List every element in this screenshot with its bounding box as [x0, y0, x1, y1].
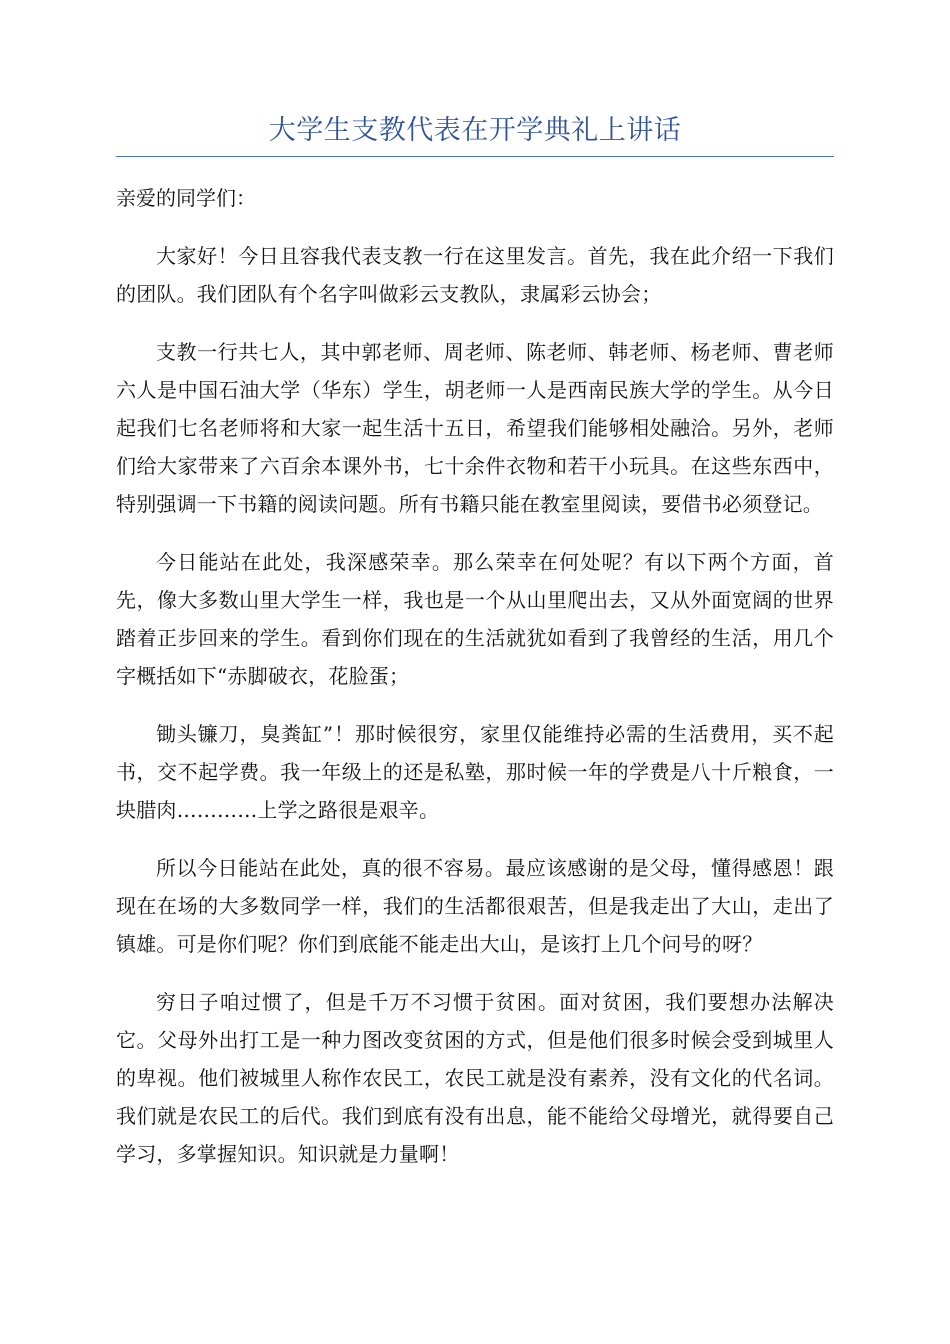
paragraph-5: 所以今日能站在此处，真的很不容易。最应该感谢的是父母，懂得感恩！跟现在在场的大多数同学一样，我们的生活都很艰苦，但是我走出了大山，走出了镇雄。可是你们呢？你们到底能不能走出大山，是该打上几个问号的呀？ — [116, 856, 834, 956]
salutation: 亲爱的同学们： — [116, 186, 256, 210]
document-title: 大学生支教代表在开学典礼上讲话 — [268, 115, 682, 146]
paragraph-3: 今日能站在此处，我深感荣幸。那么荣幸在何处呢？有以下两个方面，首先，像大多数山里大学生一样，我也是一个从山里爬出去，又从外面宽阔的世界踏着正步回来的学生。看到你们现在的生活就犹如看到了我曾经的生活，用几个字概括如下“赤脚破衣，花脸蛋； — [116, 550, 834, 688]
paragraph-6: 穷日子咱过惯了，但是千万不习惯于贫困。面对贫困，我们要想办法解决它。父母外出打工是一种力图改变贫困的方式，但是他们很多时候会受到城里人的卑视。他们被城里人称作农民工，农民工就是没有素养，没有文化的代名词。我们就是农民工的后代。我们到底有没有出息，能不能给父母增光，就得要自己学习，多掌握知识。知识就是力量啊！ — [116, 990, 834, 1166]
title-underline — [116, 156, 834, 157]
paragraph-2: 支教一行共七人，其中郭老师、周老师、陈老师、韩老师、杨老师、曹老师六人是中国石油大学（华东）学生，胡老师一人是西南民族大学的学生。从今日起我们七名老师将和大家一起生活十五日，希望我们能够相处融洽。另外，老师们给大家带来了六百余本课外书，七十余件衣物和若干小玩具。在这些东西中，特别强调一下书籍的阅读问题。所有书籍只能在教室里阅读，要借书必须登记。 — [116, 340, 834, 516]
paragraph-1: 大家好！今日且容我代表支教一行在这里发言。首先，我在此介绍一下我们的团队。我们团队有个名字叫做彩云支教队，隶属彩云协会； — [116, 244, 834, 306]
paragraph-4: 锄头镰刀，臭粪缸”！那时候很穷，家里仅能维持必需的生活费用，买不起书，交不起学费。我一年级上的还是私塾，那时候一年的学费是八十斤粮食，一块腊肉…………上学之路很是艰辛。 — [116, 722, 834, 822]
document-page — [116, 108, 834, 1173]
